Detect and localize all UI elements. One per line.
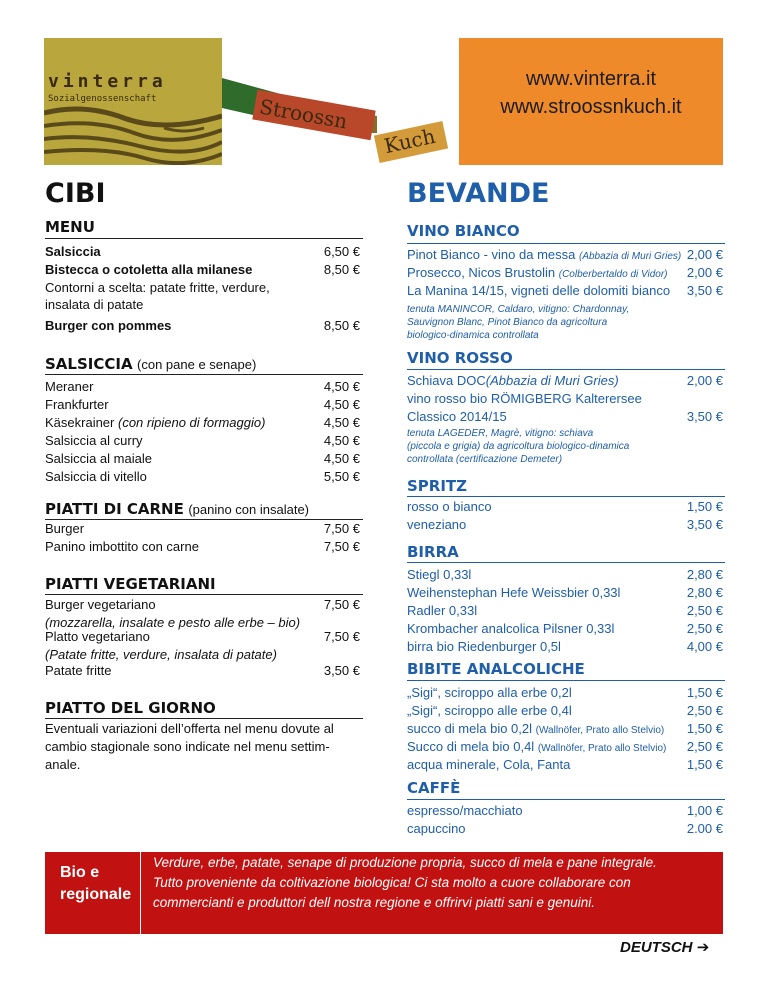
bio-text-line: commercianti e produttori dell nostra regione e offrirvi piatti sani e genuini. xyxy=(153,895,595,910)
cibi-heading: CIBI xyxy=(45,178,106,209)
vegetariani-item: Patate fritte xyxy=(45,663,112,678)
section-divider xyxy=(45,238,363,239)
carne-item: Panino imbottito con carne xyxy=(45,539,199,554)
vegetariani-price: 3,50 € xyxy=(323,663,360,678)
vino-bianco-heading: VINO BIANCO xyxy=(407,222,520,240)
analcoliche-item-name: Succo di mela bio 0,4l xyxy=(407,739,535,754)
menu-item-detail: Contorni a scelta: patate fritte, verdure, xyxy=(45,280,270,295)
birra-price: 2,50 € xyxy=(686,603,723,618)
caffe-price: 2.00 € xyxy=(686,821,723,836)
caffe-price: 1,00 € xyxy=(686,803,723,818)
spritz-item: veneziano xyxy=(407,517,467,532)
vegetariani-item: Platto vegetariano xyxy=(45,629,150,644)
giorno-heading: PIATTO DEL GIORNO xyxy=(45,699,216,717)
salsiccia-price: 4,50 € xyxy=(323,451,360,466)
vino-bianco-item: La Manina 14/15, vigneti delle dolomiti bianco xyxy=(407,283,671,298)
spritz-price: 1,50 € xyxy=(686,499,723,514)
vino-rosso-item: vino rosso bio RÖMIGBERG Kalterersee xyxy=(407,391,642,406)
birra-item: Stiegl 0,33l xyxy=(407,567,472,582)
menu-item-name: Salsiccia xyxy=(45,244,101,259)
analcoliche-item: „Sigi“, sciroppo alla erbe 0,2l xyxy=(407,685,572,700)
vino-rosso-item: Classico 2014/15 xyxy=(407,409,507,424)
website-link-vinterra[interactable]: www.vinterra.it xyxy=(525,68,657,90)
menu-item-price: 6,50 € xyxy=(323,244,360,259)
salsiccia-price: 5,50 € xyxy=(323,469,360,484)
salsiccia-heading xyxy=(45,355,256,374)
vino-bianco-price: 2,00 € xyxy=(686,247,723,262)
carne-note: (panino con insalate) xyxy=(188,502,310,517)
vino-rosso-fine: controllata (certificazione Demeter) xyxy=(407,454,563,465)
logo-wordmark: vinterra xyxy=(48,71,167,92)
vino-rosso-item-note: (Abbazia di Muri Gries) xyxy=(485,373,619,388)
bevande-heading: BEVANDE xyxy=(407,178,550,209)
salsiccia-item: Salsiccia al curry xyxy=(45,433,143,448)
carne-price: 7,50 € xyxy=(323,521,360,536)
salsiccia-item: Meraner xyxy=(45,379,94,394)
vegetariani-item: Burger vegetariano xyxy=(45,597,156,612)
bio-text-line: Tutto proveniente da coltivazione biologica! Ci sta molto a cuore collaborare con xyxy=(153,875,631,890)
salsiccia-item xyxy=(45,414,265,432)
vino-bianco-item-name: Pinot Bianco - vino da messa xyxy=(407,247,576,262)
section-divider xyxy=(407,496,725,497)
section-divider xyxy=(407,369,725,370)
section-divider xyxy=(407,799,725,800)
analcoliche-item xyxy=(407,720,664,740)
vino-rosso-item xyxy=(407,372,619,390)
caffe-item: capuccino xyxy=(407,821,466,836)
menu-item-price: 8,50 € xyxy=(323,262,360,277)
carne-title: PIATTI DI CARNE xyxy=(45,500,184,518)
salsiccia-price: 4,50 € xyxy=(323,379,360,394)
salsiccia-item-name: Käsekrainer xyxy=(45,415,115,430)
menu-item-price: 8,50 € xyxy=(323,318,360,333)
vino-rosso-fine: tenuta LAGEDER, Magrè, vitigno: schiava xyxy=(407,428,594,439)
menu-item-name: Bistecca o cotoletta alla milanese xyxy=(45,262,253,277)
vegetariani-price: 7,50 € xyxy=(323,597,360,612)
vino-bianco-price: 2,00 € xyxy=(686,265,723,280)
salsiccia-title: SALSICCIA xyxy=(45,355,133,373)
bio-divider xyxy=(140,852,141,934)
giorno-text: cambio stagionale sono indicate nel menu settim- xyxy=(45,739,330,754)
analcoliche-item xyxy=(407,738,666,758)
bio-label-line: regionale xyxy=(60,886,132,903)
birra-price: 2,80 € xyxy=(686,585,723,600)
bio-regionale-box xyxy=(45,852,723,934)
salsiccia-item-note: (con ripieno di formaggio) xyxy=(118,415,266,430)
vino-rosso-price: 2,00 € xyxy=(686,373,723,388)
vinterra-logo xyxy=(44,38,222,165)
salsiccia-item: Salsiccia di vitello xyxy=(45,469,147,484)
spritz-price: 3,50 € xyxy=(686,517,723,532)
website-box xyxy=(459,38,723,165)
analcoliche-item-note: (Wallnöfer, Prato allo Stelvio) xyxy=(537,743,667,754)
menu-item-name: Burger con pommes xyxy=(45,318,172,333)
birra-price: 2,80 € xyxy=(686,567,723,582)
analcoliche-heading: BIBITE ANALCOLICHE xyxy=(407,660,585,678)
kuch-text: Kuch xyxy=(382,123,438,159)
vino-rosso-heading: VINO ROSSO xyxy=(407,349,513,367)
birra-item: Krombacher analcolica Pilsner 0,33l xyxy=(407,621,615,636)
analcoliche-item: „Sigi“, sciroppo alle erbe 0,4l xyxy=(407,703,572,718)
analcoliche-price: 1,50 € xyxy=(686,721,723,736)
salsiccia-price: 4,50 € xyxy=(323,415,360,430)
arrow-right-icon: ➔ xyxy=(696,939,710,956)
salsiccia-item: Frankfurter xyxy=(45,397,109,412)
menu-item-detail: insalata di patate xyxy=(45,297,144,312)
carne-price: 7,50 € xyxy=(323,539,360,554)
vino-bianco-item-note: (Abbazia di Muri Gries) xyxy=(579,251,682,262)
vino-rosso-item-name: Schiava DOC xyxy=(407,373,486,388)
salsiccia-item: Salsiccia al maiale xyxy=(45,451,152,466)
bio-text-line: Verdure, erbe, patate, senape di produzione propria, succo di mela e pane integrale. xyxy=(153,855,657,870)
analcoliche-item-name: succo di mela bio 0,2l xyxy=(407,721,533,736)
vino-bianco-item xyxy=(407,246,681,266)
header-banner xyxy=(44,38,723,165)
deutsch-label: DEUTSCH xyxy=(620,939,693,956)
vino-rosso-price: 3,50 € xyxy=(686,409,723,424)
salsiccia-note: (con pane e senape) xyxy=(137,357,257,372)
stroossn-text: Stroossn xyxy=(257,94,350,134)
section-divider xyxy=(45,374,363,375)
salsiccia-price: 4,50 € xyxy=(323,433,360,448)
analcoliche-price: 2,50 € xyxy=(686,739,723,754)
analcoliche-price: 2,50 € xyxy=(686,703,723,718)
birra-heading: BIRRA xyxy=(407,543,459,561)
vegetariani-detail: (Patate fritte, verdure, insalata di patate) xyxy=(45,647,277,662)
vino-bianco-item-name: Prosecco, Nicos Brustolin xyxy=(407,265,556,280)
vino-bianco-item-note: (Colberbertaldo di Vidor) xyxy=(558,269,668,280)
section-divider xyxy=(407,562,725,563)
analcoliche-price: 1,50 € xyxy=(686,757,723,772)
spritz-heading: SPRITZ xyxy=(407,477,468,495)
bio-label-line: Bio e xyxy=(60,864,100,881)
salsiccia-price: 4,50 € xyxy=(323,397,360,412)
section-divider xyxy=(45,718,363,719)
giorno-text: anale. xyxy=(45,757,81,772)
vegetariani-price: 7,50 € xyxy=(323,629,360,644)
giorno-text: Eventuali variazioni dell’offerta nel menu dovute al xyxy=(45,721,334,736)
spritz-item: rosso o bianco xyxy=(407,499,492,514)
birra-price: 4,00 € xyxy=(686,639,723,654)
website-link-stroossnkuch[interactable]: www.stroossnkuch.it xyxy=(500,96,682,118)
vino-bianco-item xyxy=(407,264,668,284)
birra-item: Weihenstephan Hefe Weissbier 0,33l xyxy=(407,585,621,600)
section-divider xyxy=(407,243,725,244)
vino-rosso-fine: (piccola e grigia) da agricoltura biologico-dinamica xyxy=(407,441,630,452)
analcoliche-price: 1,50 € xyxy=(686,685,723,700)
caffe-heading: CAFFÈ xyxy=(407,779,461,797)
vino-bianco-fine: tenuta MANINCOR, Caldaro, vitigno: Chardonnay, xyxy=(407,304,630,315)
bio-text xyxy=(153,853,718,913)
logo-subtitle: Sozialgenossenschaft xyxy=(48,94,157,104)
birra-item: Radler 0,33l xyxy=(407,603,478,618)
vegetariani-detail: (mozzarella, insalate e pesto alle erbe – bio) xyxy=(45,615,301,630)
section-divider xyxy=(407,680,725,681)
vino-bianco-fine: Sauvignon Blanc, Pinot Bianco da agricoltura xyxy=(407,317,608,328)
menu-heading: MENU xyxy=(45,218,95,236)
analcoliche-item: acqua minerale, Cola, Fanta xyxy=(407,757,571,772)
caffe-item: espresso/macchiato xyxy=(407,803,523,818)
carne-heading xyxy=(45,500,309,519)
vino-bianco-price: 3,50 € xyxy=(686,283,723,298)
deutsch-link[interactable] xyxy=(620,938,709,956)
section-divider xyxy=(45,594,363,595)
vino-bianco-fine: biologico-dinamica controllata xyxy=(407,330,539,341)
carne-item: Burger xyxy=(45,521,85,536)
vegetariani-heading: PIATTI VEGETARIANI xyxy=(45,575,216,593)
birra-item: birra bio Riedenburger 0,5l xyxy=(407,639,561,654)
bio-label xyxy=(60,862,140,922)
analcoliche-item-note: (Wallnöfer, Prato allo Stelvio) xyxy=(535,725,665,736)
birra-price: 2,50 € xyxy=(686,621,723,636)
